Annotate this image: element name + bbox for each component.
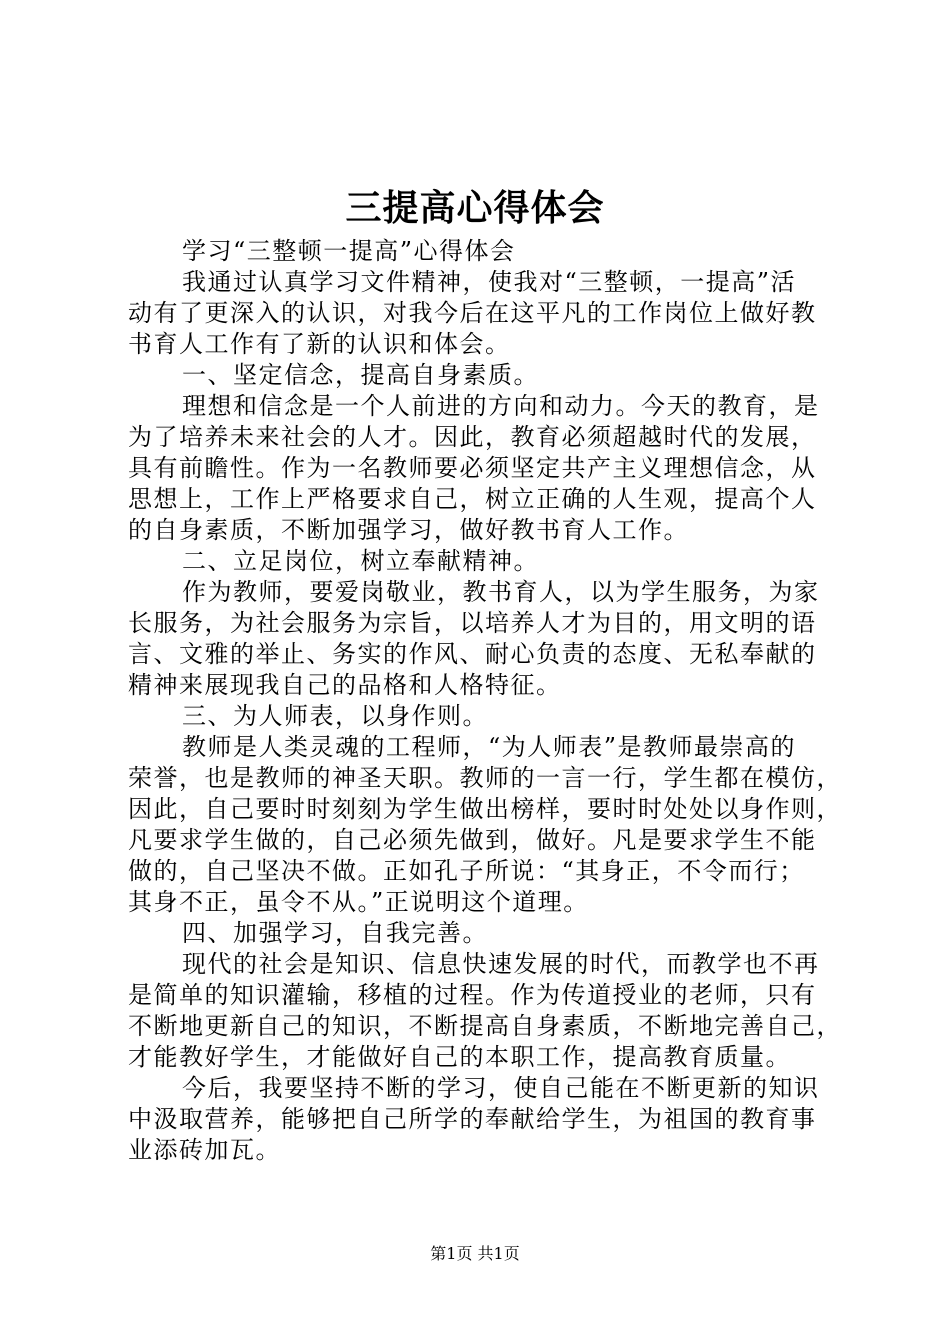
subtitle-line: 学习“三整顿一提高”心得体会 [182,237,516,265]
document-body [128,236,842,1166]
section-heading: 三、为人师表，以身作则。 [182,702,488,730]
paragraph-line: 我通过认真学习文件精神，使我对“三整顿，一提高”活 [182,268,797,296]
section-heading: 一、坚定信念，提高自身素质。 [182,361,539,389]
paragraph-line: 教师是人类灵魂的工程师，“为人师表”是教师最崇高的 [182,733,797,761]
paragraph-line: 动有了更深入的认识，对我今后在这平凡的工作岗位上做好教 [128,299,817,327]
paragraph-line: 长服务，为社会服务为宗旨，以培养人才为目的，用文明的语 [128,609,817,637]
paragraph-line: 作为教师，要爱岗敬业，教书育人，以为学生服务，为家 [182,578,820,606]
paragraph-line: 书育人工作有了新的认识和体会。 [128,330,511,358]
paragraph-line: 的自身素质，不断加强学习，做好教书育人工作。 [128,516,689,544]
paragraph-line: 精神来展现我自己的品格和人格特征。 [128,671,562,699]
section-heading: 二、立足岗位，树立奉献精神。 [182,547,539,575]
paragraph-line: 现代的社会是知识、信息快速发展的时代，而教学也不再 [182,950,820,978]
paragraph-line: 今后，我要坚持不断的学习，使自己能在不断更新的知识 [182,1074,820,1102]
paragraph-line: 思想上，工作上严格要求自己，树立正确的人生观，提高个人 [128,485,817,513]
paragraph-line: 荣誉，也是教师的神圣天职。教师的一言一行，学生都在模仿， [128,764,842,792]
paragraph-line: 因此，自己要时时刻刻为学生做出榜样，要时时处处以身作则， [128,795,842,823]
page-footer: 第1页 共1页 [430,1244,520,1263]
paragraph-line: 不断地更新自己的知识，不断提高自身素质，不断地完善自己， [128,1012,842,1040]
paragraph-line: 凡要求学生做的，自己必须先做到，做好。凡是要求学生不能 [128,826,817,854]
document-title: 三提高心得体会 [345,187,605,229]
paragraph-line: 理想和信念是一个人前进的方向和动力。今天的教育，是 [182,392,820,420]
paragraph-line: 中汲取营养，能够把自己所学的奉献给学生，为祖国的教育事 [128,1105,817,1133]
paragraph-line: 做的，自己坚决不做。正如孔子所说：“其身正，不令而行； [128,857,805,885]
paragraph-line: 言、文雅的举止、务实的作风、耐心负责的态度、无私奉献的 [128,640,817,668]
section-heading: 四、加强学习，自我完善。 [182,919,488,947]
paragraph-line: 具有前瞻性。作为一名教师要必须坚定共产主义理想信念，从 [128,454,817,482]
paragraph-line: 是简单的知识灌输，移植的过程。作为传道授业的老师，只有 [128,981,817,1009]
paragraph-line: 其身不正，虽令不从。”正说明这个道理。 [128,888,589,916]
paragraph-line: 才能教好学生，才能做好自己的本职工作，提高教育质量。 [128,1043,791,1071]
paragraph-line: 为了培养未来社会的人才。因此，教育必须超越时代的发展， [128,423,817,451]
paragraph-line: 业添砖加瓦。 [128,1136,281,1164]
